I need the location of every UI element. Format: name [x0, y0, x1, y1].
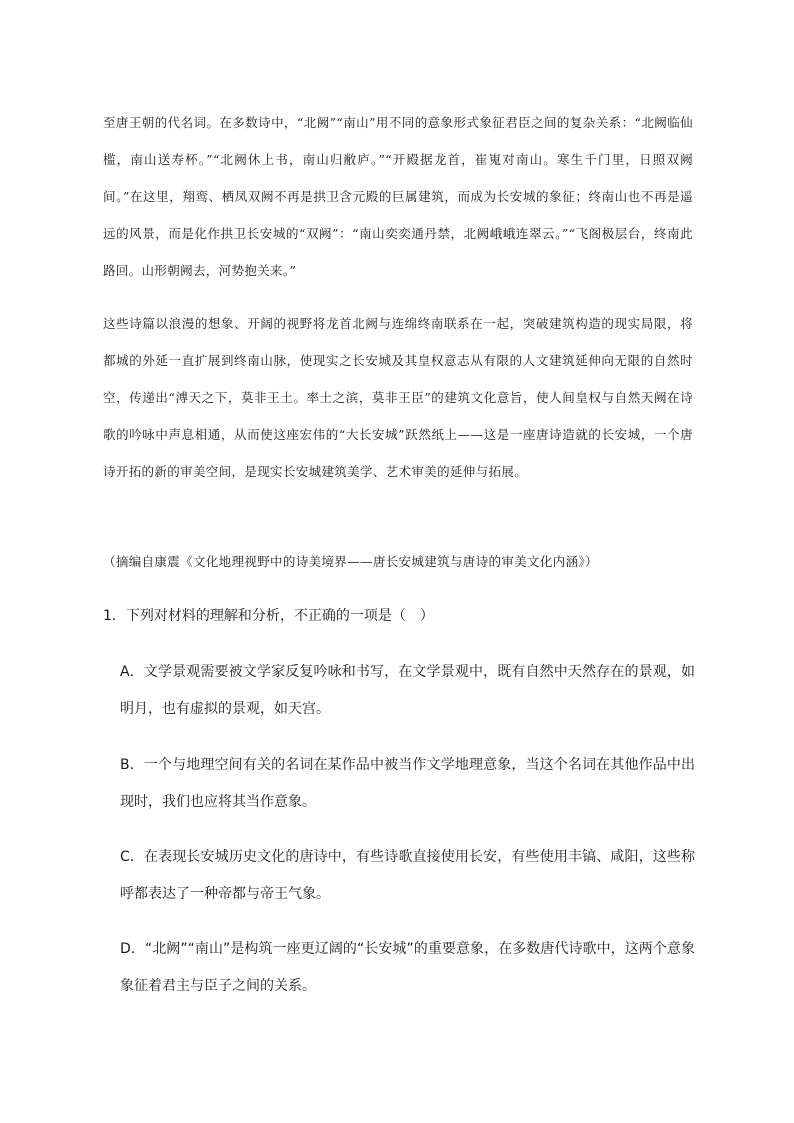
- option-d: D．“北阙”“南山”是构筑一座更辽阔的“长安城”的重要意象，在多数唐代诗歌中，这两个意象象征着君主与臣子之间的关系。: [120, 941, 695, 994]
- passage-paragraph-1: 至唐王朝的代名词。在多数诗中，“北阙”“南山”用不同的意象形式象征君臣之间的复杂关系：“北阙临仙槛，南山送寿杯。”“北阙休上书，南山归敝庐。”“开殿据龙首，崔嵬对南山。寒生千门里，日照双阙间。”在这里，翔鸾、栖凤双阙不再是拱卫含元殿的巨属建筑，而成为长安城的象征；终南山也不再是遥远的风景，而是化作拱卫长安城的“双阙”：“南山奕奕通丹禁，北阙峨峨连翠云。”“飞阁极层台，终南此路回。山形朝阙去，河势抱关来。”: [103, 115, 693, 278]
- passage-source-citation: （摘编自康震《文化地理视野中的诗美境界——唐长安城建筑与唐诗的审美文化内涵》）: [103, 554, 598, 569]
- option-b: B．一个与地理空间有关的名词在某作品中被当作文学地理意象，当这个名词在其他作品中出现时，我们也应将其当作意象。: [120, 757, 695, 810]
- option-c: C．在表现长安城历史文化的唐诗中，有些诗歌直接使用长安，有些使用丰镐、咸阳，这些称呼都表达了一种帝都与帝王气象。: [120, 849, 695, 902]
- passage-paragraph-2: 这些诗篇以浪漫的想象、开阔的视野将龙首北阙与连绵终南联系在一起，突破建筑构造的现实局限，将都城的外延一直扩展到终南山脉，使现实之长安城及其皇权意志从有限的人文建筑延伸向无限的自然时空，传递出“溥天之下，莫非王土。率土之滨，莫非王臣”的建筑文化意旨，使人间皇权与自然天阙在诗歌的吟咏中声息相通，从而使这座宏伟的“大长安城”跃然纸上——这是一座唐诗造就的长安城，一个唐诗开拓的新的审美空间，是现实长安城建筑美学、艺术审美的延伸与拓展。: [103, 316, 693, 479]
- option-a: A．文学景观需要被文学家反复吟咏和书写，在文学景观中，既有自然中天然存在的景观，如明月，也有虚拟的景观，如天宫。: [120, 664, 695, 717]
- question-stem: 1．下列对材料的理解和分析，不正确的一项是（ ）: [103, 608, 434, 624]
